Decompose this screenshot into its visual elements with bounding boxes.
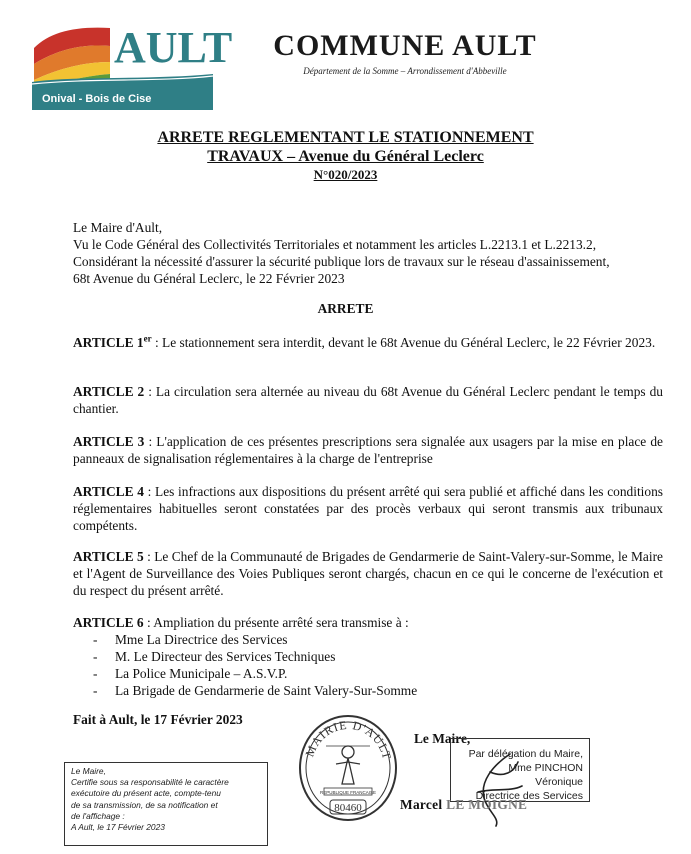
article-6: ARTICLE 6 : Ampliation du présente arrêté sera transmise à :: [73, 615, 409, 630]
stamp-band-text: REPUBLIQUE FRANCAISE: [319, 790, 377, 795]
article-label: ARTICLE 6: [73, 615, 144, 630]
article-label: ARTICLE 1: [73, 335, 144, 350]
article-5: ARTICLE 5 : Le Chef de la Communauté de Brigades de Gendarmerie de Saint-Valery-sur-Somme, le Maire et l'Agent de Surveillance des Voies Publiques seront chargés, chacun en ce qui le concerne de l'exécution et du respect du présent arrêté.: [73, 549, 663, 598]
article-3: ARTICLE 3 : L'application de ces présentes prescriptions sera signalée aux usagers par la mise en place de panneaux de signalisation réglementaires à la charge de l'entreprise: [73, 434, 663, 466]
article-text: Les infractions aux dispositions du présent arrêté qui sera publié et affiché dans les conditions réglementaires habituelles seront constatées par des procès verbaux qui seront transmis aux tribunaux compétents.: [73, 484, 663, 533]
stamp-top-text: MAIRIE D'AULT: [302, 717, 395, 762]
stamp-graphic: [296, 712, 400, 822]
article-text: La circulation sera alternée au niveau du 68t Avenue du Général Leclerc pendant le temps du chantier.: [73, 384, 664, 416]
logo-graphic: [30, 18, 233, 110]
fait-a-ault: Fait à Ault, le 17 Février 2023: [73, 712, 243, 727]
intro-line: 68t Avenue du Général Leclerc, le 22 Février 2023: [73, 271, 345, 286]
intro-line: Considérant la nécessité d'assurer la sécurité publique lors de travaux sur le réseau d'assainissement,: [73, 254, 610, 269]
article-label: ARTICLE 2: [73, 384, 145, 399]
certification-box: Le Maire, Certifie sous sa responsabilité le caractère exécutoire du présent acte, compte-tenu de sa transmission, de sa notification et de l'affichage : A Ault, le 17 Février 2023: [64, 762, 268, 846]
delegation-stamp: Par délégation du Maire, Mme PINCHON Véronique Directrice des Services: [450, 738, 590, 802]
article-1: ARTICLE 1er : Le stationnement sera interdit, devant le 68t Avenue du Général Leclerc, le 22 Février 2023.: [73, 333, 656, 350]
document-title: [0, 128, 691, 184]
list-item: - M. Le Directeur des Services Techniques: [93, 649, 336, 664]
commune-title: COMMUNE AULT: [273, 29, 537, 62]
intro-paragraph: [73, 219, 663, 287]
commune-logo: [30, 18, 233, 110]
title-line-2: TRAVAUX – Avenue du Général Leclerc: [207, 148, 484, 165]
handwritten-signature: [470, 752, 530, 827]
stamp-postal-code: 80460: [334, 802, 362, 814]
list-item: - Mme La Directrice des Services: [93, 632, 288, 647]
logo-subtitle: Onival - Bois de Cise: [42, 93, 152, 105]
article-label: ARTICLE 3: [73, 434, 145, 449]
intro-line: Vu le Code Général des Collectivités Territoriales et notamment les articles L.2213.1 et L.2213.2,: [73, 237, 597, 252]
title-line-1: ARRETE REGLEMENTANT LE STATIONNEMENT: [157, 129, 534, 146]
recipients-list: [93, 631, 417, 699]
article-label: ARTICLE 5: [73, 549, 144, 564]
signature-graphic: [470, 752, 530, 827]
article-text: L'application de ces présentes prescriptions sera signalée aux usagers par la mise en place de panneaux de signalisation réglementaires à la charge de l'entreprise: [73, 434, 663, 466]
decree-number: N°020/2023: [313, 167, 378, 182]
article-text: Le Chef de la Communauté de Brigades de Gendarmerie de Saint-Valery-sur-Somme, le Maire et l'Agent de Surveillance des Voies Publiques seront chargés, chacun en ce qui le concerne de l'exécution et du respect du présent arrêté.: [73, 549, 663, 598]
maire-label: Le Maire,: [414, 731, 471, 746]
article-sup: er: [143, 333, 152, 344]
logo-name: AULT: [114, 23, 233, 72]
maire-name: Marcel LE MOIGNE: [400, 797, 528, 812]
article-text: Le stationnement sera interdit, devant le 68t Avenue du Général Leclerc, le 22 Février 2023.: [162, 335, 656, 350]
section-heading: ARRETE: [317, 301, 374, 316]
article-4: ARTICLE 4 : Les infractions aux dispositions du présent arrêté qui sera publié et affiché dans les conditions réglementaires habituelles seront constatées par des procès verbaux qui seront transmis aux tribunaux compétents.: [73, 484, 663, 533]
article-text: Ampliation du présente arrêté sera transmise à :: [153, 615, 409, 630]
svg-text:MAIRIE D'AULT: [302, 718, 394, 762]
article-2: ARTICLE 2 : La circulation sera alternée au niveau du 68t Avenue du Général Leclerc pendant le temps du chantier.: [73, 384, 664, 416]
list-item: - La Police Municipale – A.S.V.P.: [93, 666, 288, 681]
article-label: ARTICLE 4: [73, 484, 144, 499]
list-item: - La Brigade de Gendarmerie de Saint Valery-Sur-Somme: [93, 683, 418, 698]
intro-line: Le Maire d'Ault,: [73, 220, 163, 235]
commune-subtitle: Département de la Somme – Arrondissement d'Abbeville: [303, 66, 507, 76]
mairie-stamp: [296, 712, 400, 822]
